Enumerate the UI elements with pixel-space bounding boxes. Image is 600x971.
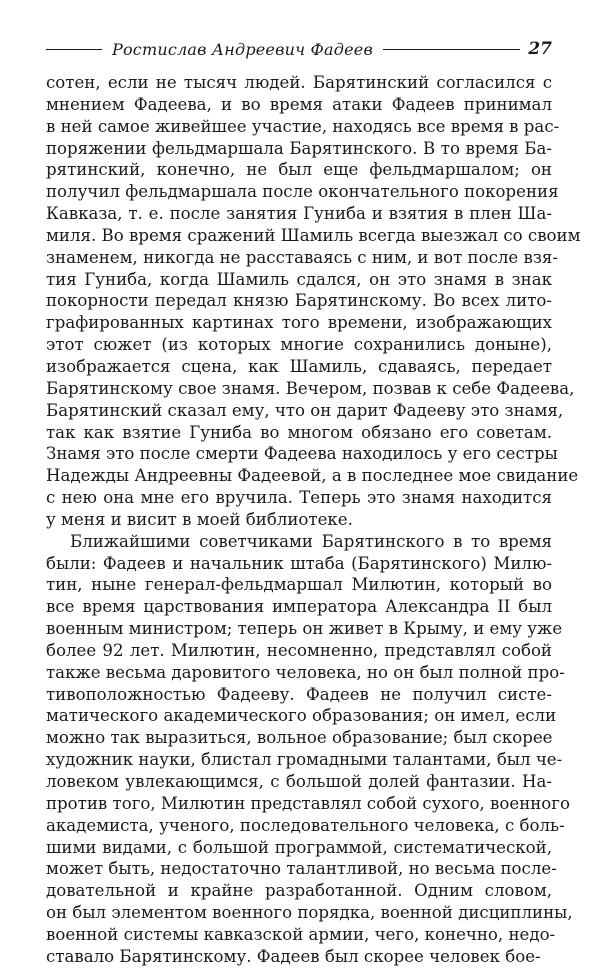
running-header-title: Ростислав Андреевич Фадеев: [112, 39, 373, 59]
text-line: Ближайшими советчиками Барятинского в то время: [70, 531, 552, 551]
text-line: Надежды Андреевны Фадеевой, а в последнее мое свидание: [46, 466, 579, 486]
text-line: в ней самое живейшее участие, находясь все время в рас-: [46, 116, 560, 136]
text-line: он был элементом военного порядка, военной дисциплины,: [46, 903, 573, 923]
text-line: с нею она мне его вручила. Теперь это знамя находится: [46, 488, 552, 508]
running-header: [46, 36, 552, 62]
text-line: получил фельдмаршала после окончательного покорения: [46, 182, 559, 202]
text-line: тин, ныне генерал-фельдмаршал Милютин, который во: [46, 575, 552, 595]
text-line: поряжении фельдмаршала Барятинского. В то время Ба-: [46, 138, 552, 158]
text-line: все время царствования императора Александра II был: [46, 597, 552, 617]
text-line: тия Гуниба, когда Шамиль сдался, он это знамя в знак: [46, 269, 552, 289]
text-line: у меня и висит в моей библиотеке.: [46, 509, 353, 529]
text-line: Знамя это после смерти Фадеева находилось у его сестры: [46, 444, 558, 464]
text-line: может быть, недостаточно талантливой, но весьма после-: [46, 859, 557, 879]
page: [46, 36, 581, 968]
text-line: были: Фадеев и начальник штаба (Барятинского) Милю-: [46, 553, 552, 573]
text-line: художник науки, блистал громадными талантами, был че-: [46, 750, 563, 770]
header-rule-right: [383, 49, 520, 50]
text-line: ставало Барятинскому. Фадеев был скорее человек бое-: [46, 946, 541, 966]
text-line: знаменем, никогда не расставаясь с ним, и вот после взя-: [46, 247, 558, 267]
text-line: изображается сцена, как Шамиль, сдаваясь, передает: [46, 356, 552, 376]
paragraph: [46, 531, 573, 968]
text-line: матического академического образования; он имел, если: [46, 706, 557, 726]
text-line: миля. Во время сражений Шамиль всегда выезжал со своим: [46, 225, 581, 245]
text-line: более 92 лет. Милютин, несомненно, представлял собой: [46, 640, 552, 660]
text-line: военным министром; теперь он живет в Крыму, и ему уже: [46, 619, 563, 639]
text-line: также весьма даровитого человека, но он был полной про-: [46, 662, 565, 682]
body-text: [46, 72, 581, 968]
text-line: довательной и крайне разработанной. Одним словом,: [46, 881, 552, 901]
text-line: покорности передал князю Барятинскому. Во всех лито-: [46, 291, 552, 311]
text-line: академиста, ученого, последовательного человека, с боль-: [46, 815, 565, 835]
text-line: можно так выразиться, вольное образование; был скорее: [46, 728, 553, 748]
header-rule-left: [46, 49, 102, 50]
text-line: этот сюжет (из которых многие сохранились доныне),: [46, 335, 552, 355]
text-line: военной системы кавказской армии, чего, конечно, недо-: [46, 924, 556, 944]
page-number: 27: [528, 39, 552, 59]
text-line: сотен, если не тысяч людей. Барятинский согласился с: [46, 73, 552, 92]
text-line: Кавказа, т. е. после занятия Гуниба и взятия в плен Ша-: [46, 204, 552, 224]
text-line: ловеком увлекающимся, с большой долей фантазии. На-: [46, 772, 552, 791]
text-line: графированных картинах того времени, изображающих: [46, 313, 552, 333]
text-line: так как взятие Гуниба во многом обязано его советам.: [46, 422, 552, 442]
text-line: шими видами, с большой программой, систематической,: [46, 837, 552, 857]
text-line: против того, Милютин представлял собой сухого, военного: [46, 793, 570, 813]
text-line: мнением Фадеева, и во время атаки Фадеев принимал: [46, 94, 552, 114]
text-line: рятинский, конечно, не был еще фельдмаршалом; он: [46, 160, 552, 180]
text-line: тивоположностью Фадееву. Фадеев не получил систе-: [46, 684, 552, 704]
paragraph: [46, 72, 581, 531]
text-line: Барятинскому свое знамя. Вечером, позвав к себе Фадеева,: [46, 378, 575, 398]
text-line: Барятинский сказал ему, что он дарит Фадееву это знамя,: [46, 400, 564, 420]
